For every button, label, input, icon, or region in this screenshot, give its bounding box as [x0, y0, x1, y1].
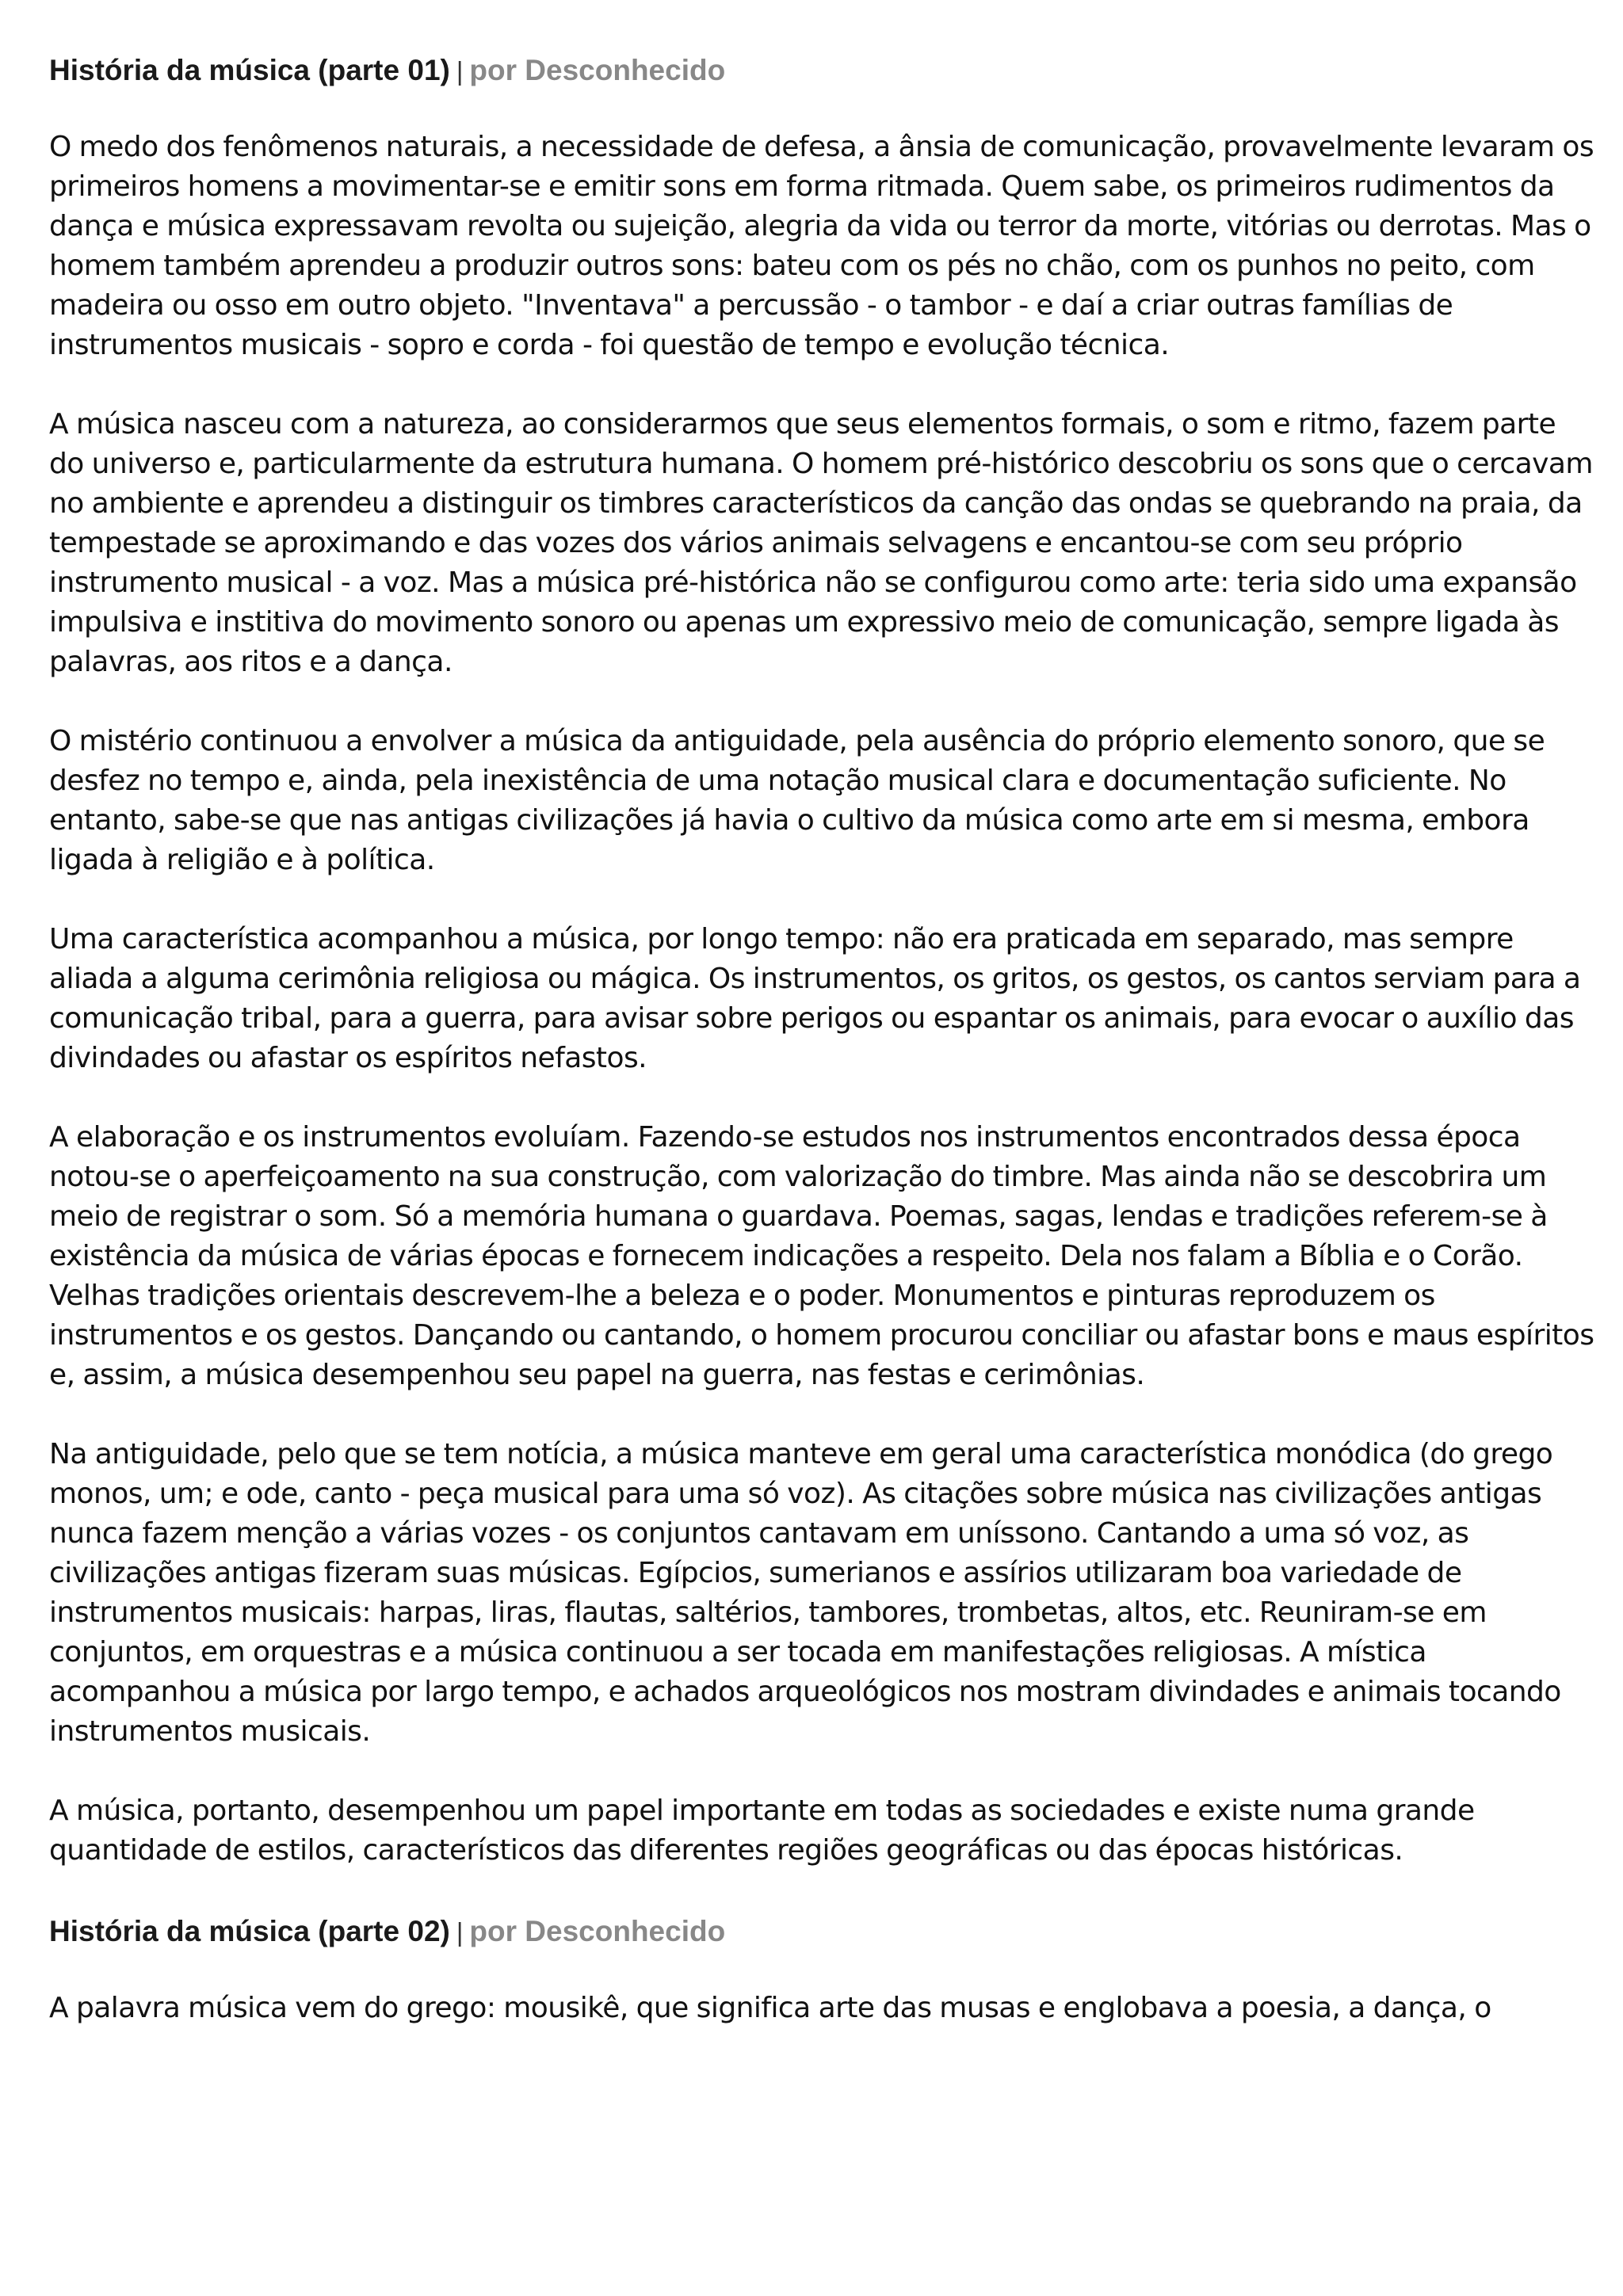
- paragraph: A música nasceu com a natureza, ao considerarmos que seus elementos formais, o som e ritmo, fazem parte do universo e, particularmente da estrutura humana. O homem pré-histórico descobriu os sons que o cercavam no ambiente e aprendeu a distinguir os timbres característicos da canção das ondas se quebrando na praia, da tempestade se aproximando e das vozes dos vários animais selvagens e encantou-se com seu próprio instrumento musical - a voz. Mas a música pré-histórica não se configurou como arte: teria sido uma expansão impulsiva e institiva do movimento sonoro ou apenas um expressivo meio de comunicação, sempre ligada às palavras, aos ritos e a dança.: [49, 408, 1593, 678]
- paragraph: Na antiguidade, pelo que se tem notícia, a música manteve em geral uma característica monódica (do grego monos, um; e ode, canto - peça musical para uma só voz). As citações sobre música nas civilizações antigas nunca fazem menção a várias vozes - os conjuntos cantavam em uníssono. Cantando a uma só voz, as civilizações antigas fizeram suas músicas. Egípcios, sumerianos e assírios utilizaram boa variedade de instrumentos musicais: harpas, liras, flautas, saltérios, tambores, trombetas, altos, etc. Reuniram-se em conjuntos, em orquestras e a música continuou a ser tocada em manifestações religiosas. A mística acompanhou a música por largo tempo, e achados arqueológicos nos mostram divindades e animais tocando instrumentos musicais.: [49, 1438, 1561, 1748]
- paragraph: A elaboração e os instrumentos evoluíam. Fazendo-se estudos nos instrumentos encontrados dessa época notou-se o aperfeiçoamento na sua construção, com valorização do timbre. Mas ainda não se descobrira um meio de registrar o som. Só a memória humana o guardava. Poemas, sagas, lendas e tradições referem-se à existência da música de várias épocas e fornecem indicações a respeito. Dela nos falam a Bíblia e o Corão. Velhas tradições orientais descrevem-lhe a beleza e o poder. Monumentos e pinturas reproduzem os instrumentos e os gestos. Dançando ou cantando, o homem procurou conciliar ou afastar bons e maus espíritos e, assim, a música desempenhou seu papel na guerra, nas festas e cerimônias.: [49, 1121, 1594, 1391]
- section-heading-2: [49, 1910, 1594, 1954]
- section-title: História da música (parte 02): [49, 1915, 450, 1947]
- document-page: [49, 49, 1594, 2028]
- section-author: por Desconhecido: [469, 54, 726, 86]
- heading-separator: |: [456, 56, 464, 86]
- section-title: História da música (parte 01): [49, 54, 450, 86]
- section-author: por Desconhecido: [469, 1915, 726, 1947]
- paragraph: O mistério continuou a envolver a música da antiguidade, pela ausência do próprio elemento sonoro, que se desfez no tempo e, ainda, pela inexistência de uma notação musical clara e documentação suficiente. No entanto, sabe-se que nas antigas civilizações já havia o cultivo da música como arte em si mesma, embora ligada à religião e à política.: [49, 725, 1545, 876]
- paragraph: A palavra música vem do grego: mousikê, que significa arte das musas e englobava a poesia, a dança, o: [49, 1992, 1491, 2024]
- section-heading-1: [49, 49, 1594, 93]
- paragraph: A música, portanto, desempenhou um papel importante em todas as sociedades e existe numa grande quantidade de estilos, característicos das diferentes regiões geográficas ou das épocas históricas.: [49, 1794, 1475, 1867]
- paragraph: Uma característica acompanhou a música, por longo tempo: não era praticada em separado, mas sempre aliada a alguma cerimônia religiosa ou mágica. Os instrumentos, os gritos, os gestos, os cantos serviam para a comunicação tribal, para a guerra, para avisar sobre perigos ou espantar os animais, para evocar o auxílio das divindades ou afastar os espíritos nefastos.: [49, 923, 1581, 1074]
- paragraph: O medo dos fenômenos naturais, a necessidade de defesa, a ânsia de comunicação, provavelmente levaram os primeiros homens a movimentar-se e emitir sons em forma ritmada. Quem sabe, os primeiros rudimentos da dança e música expressavam revolta ou sujeição, alegria da vida ou terror da morte, vitórias ou derrotas. Mas o homem também aprendeu a produzir outros sons: bateu com os pés no chão, com os punhos no peito, com madeira ou osso em outro objeto. "Inventava" a percussão - o tambor - e daí a criar outras famílias de instrumentos musicais - sopro e corda - foi questão de tempo e evolução técnica.: [49, 131, 1594, 361]
- heading-separator: |: [456, 1917, 464, 1947]
